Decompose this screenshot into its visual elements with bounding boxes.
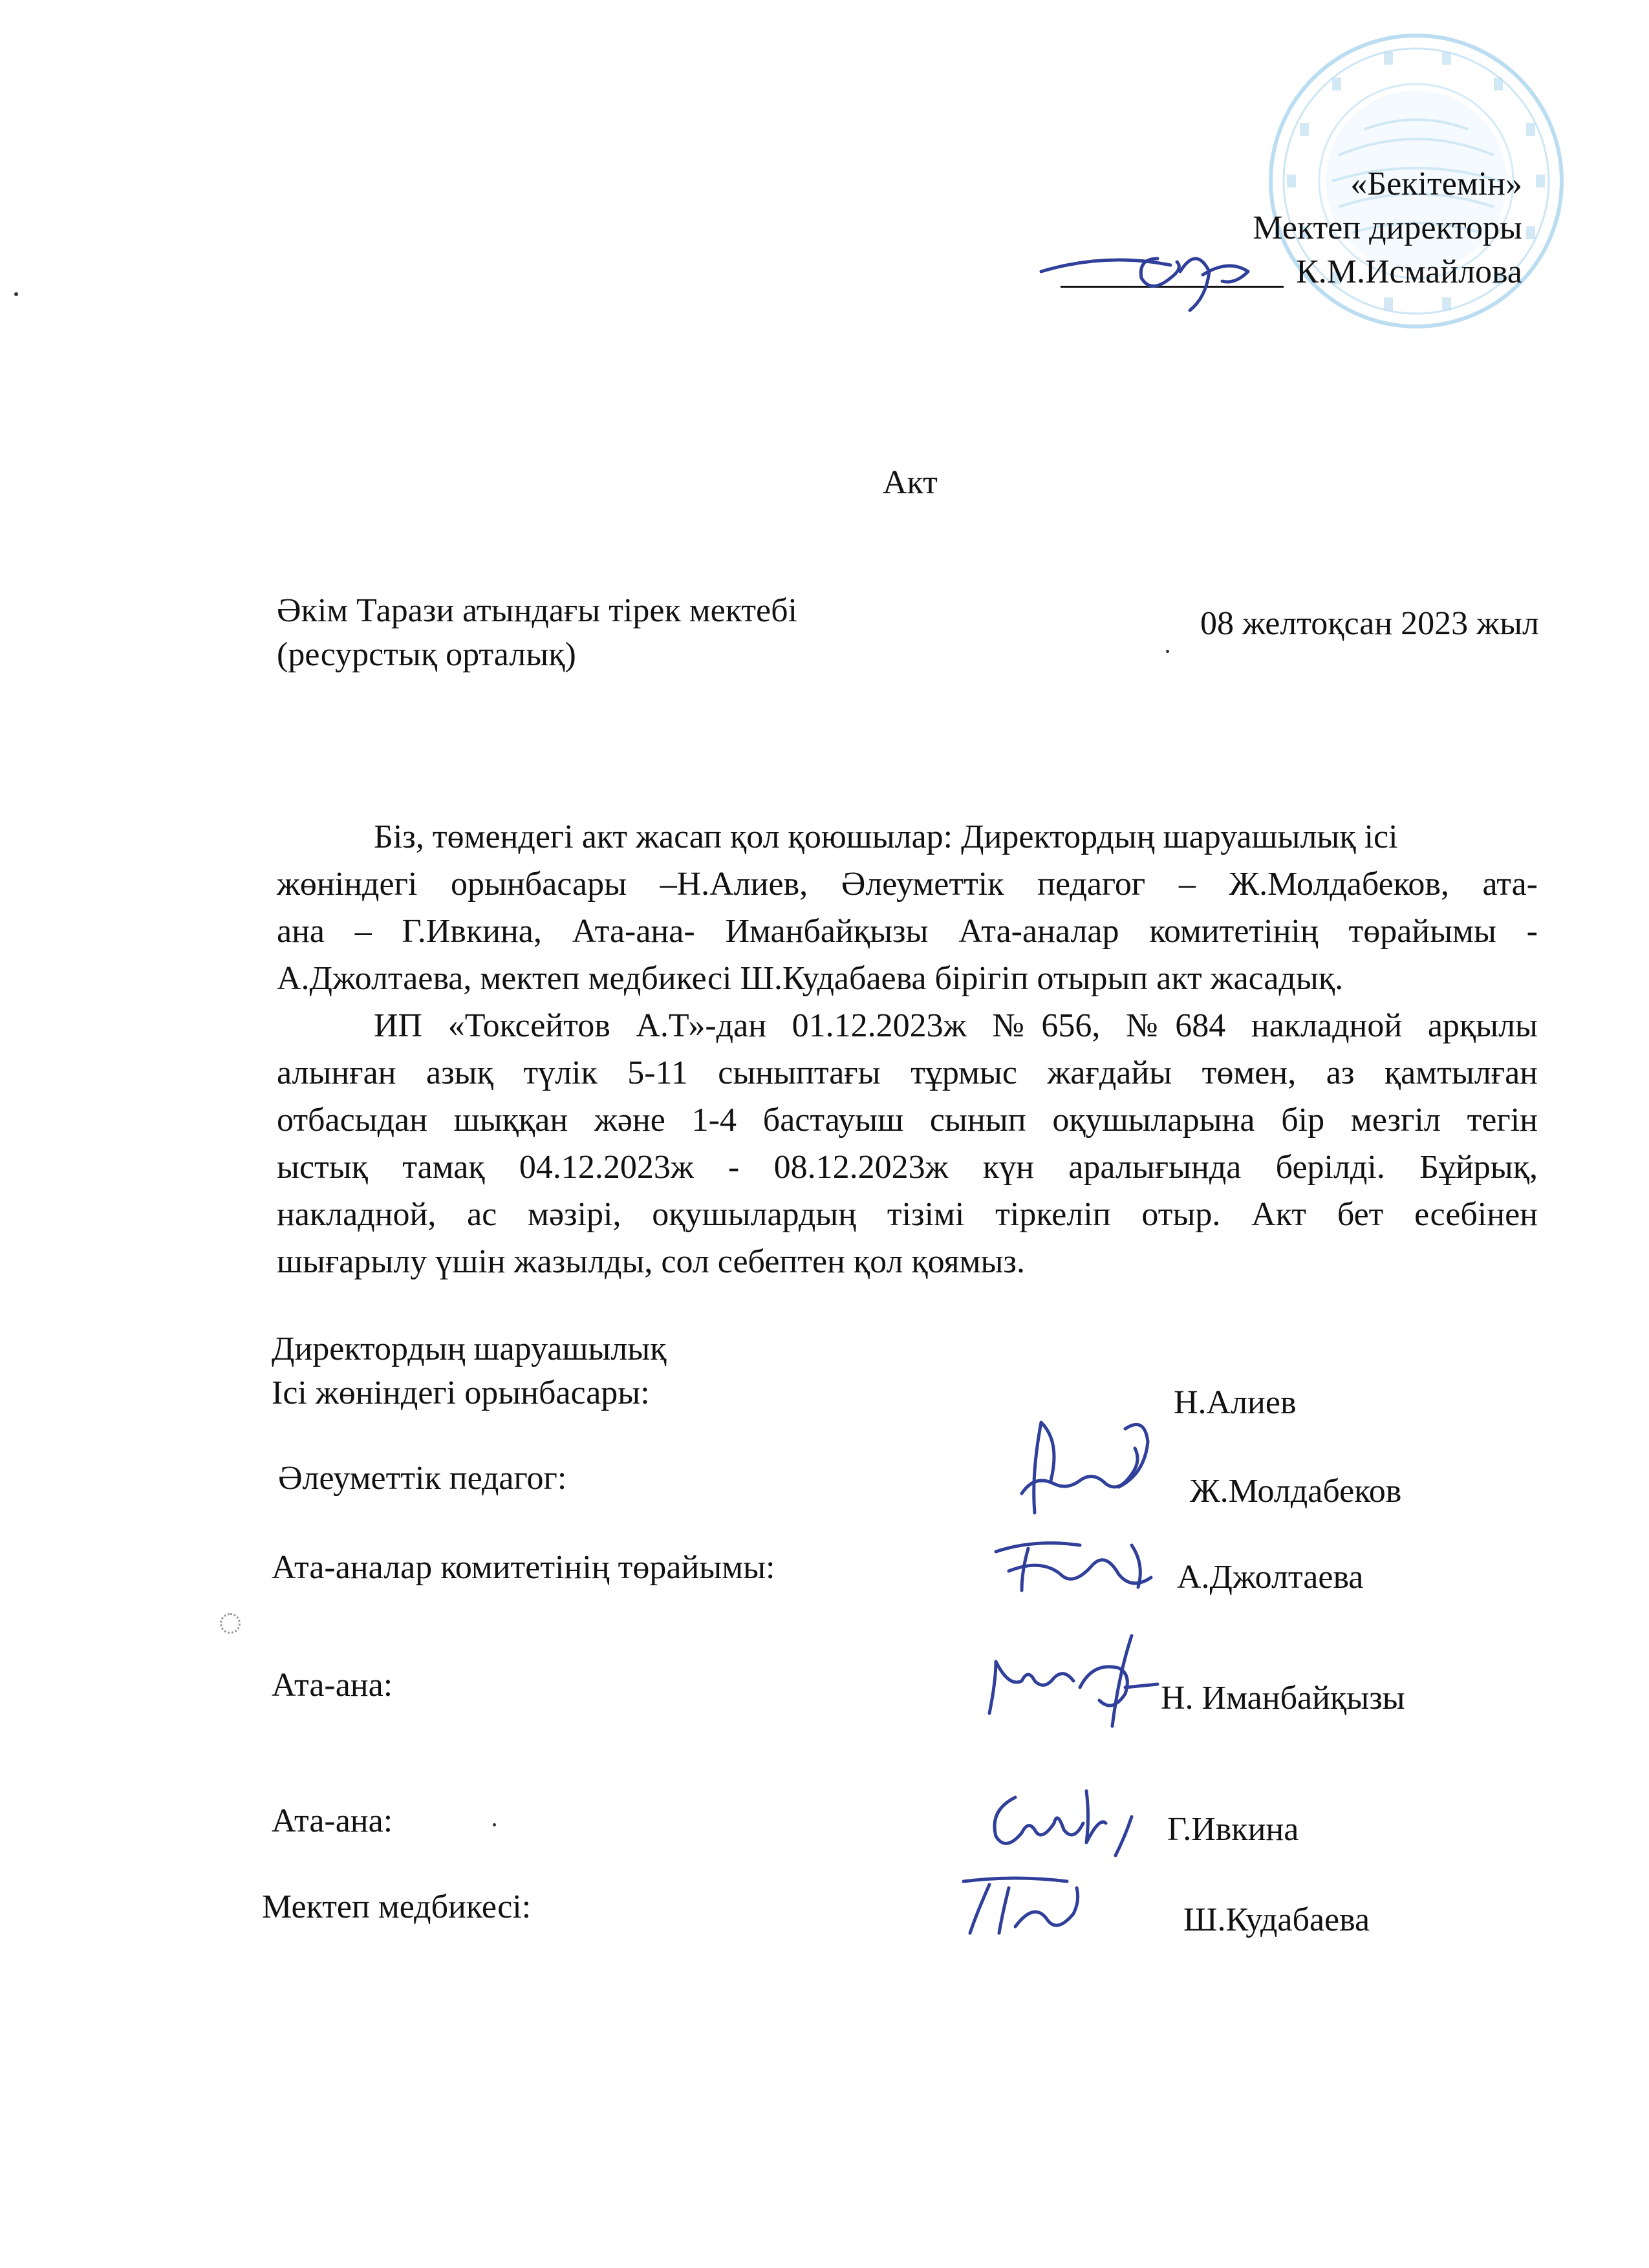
signatory-name: Ж.Молдабеков bbox=[1190, 1473, 1402, 1510]
signatory-name: Н.Алиев bbox=[1174, 1384, 1297, 1421]
body-line: накладной, ас мәзірі, оқушылардың тізімі тіркеліп отыр. Акт бет есебінен bbox=[277, 1196, 1538, 1233]
signature-ivkina bbox=[976, 1771, 1145, 1862]
signature-dzholtaeva bbox=[983, 1526, 1177, 1603]
signatory-name: Г.Ивкина bbox=[1167, 1811, 1299, 1848]
signatory-name: А.Джолтаева bbox=[1177, 1559, 1364, 1596]
body-paragraph-2 bbox=[277, 1002, 1538, 1285]
signatory-role: Ата-ана: bbox=[272, 1803, 393, 1839]
scan-mark bbox=[220, 1613, 241, 1634]
body-line: жөніндегі орынбасары –Н.Алиев, Әлеуметтік педагог – Ж.Молдабеков, ата- bbox=[277, 866, 1538, 903]
signatory-role: Ісі жөніндегі орынбасары: bbox=[272, 1375, 650, 1411]
organization-name: Әкім Тарази атындағы тірек мектебі bbox=[277, 592, 797, 629]
body-line: А.Джолтаева, мектеп медбикесі Ш.Кудабаева бірігіп отырып акт жасадық. bbox=[277, 960, 1344, 997]
signatory-name: Н. Иманбайқызы bbox=[1161, 1680, 1405, 1717]
scan-speck bbox=[1166, 650, 1169, 653]
signatory-role: Ата-аналар комитетінің төрайымы: bbox=[272, 1549, 775, 1586]
body-line: алынған азық түлік 5-11 сыныптағы тұрмыс жағдайы төмен, аз қамтылған bbox=[277, 1054, 1538, 1091]
body-line: ыстық тамақ 04.12.2023ж - 08.12.2023ж күн аралығында берілді. Бұйрық, bbox=[277, 1149, 1538, 1186]
organization-subtitle: (ресурстық орталық) bbox=[277, 636, 576, 673]
signature-imanbaikyzy bbox=[970, 1616, 1164, 1733]
signatory-role: Ата-ана: bbox=[272, 1667, 393, 1704]
signatory-name: Ш.Кудабаева bbox=[1183, 1901, 1370, 1938]
scan-speck bbox=[493, 1823, 496, 1826]
body-line: шығарылу үшін жазылды, сол себептен қол қоямыз. bbox=[277, 1243, 1025, 1280]
body-line: отбасыдан шыққан және 1-4 бастауыш сынып оқушыларына бір мезгіл тегін bbox=[277, 1102, 1538, 1139]
signatory-role: Мектеп медбикесі: bbox=[262, 1888, 532, 1925]
document-date: 08 желтоқсан 2023 жыл bbox=[1200, 605, 1539, 642]
approval-title: «Бекітемін» bbox=[1350, 166, 1522, 202]
signatory-role: Әлеуметтік педагог: bbox=[278, 1460, 567, 1497]
scan-speck bbox=[14, 292, 18, 296]
body-line: Біз, төмендегі акт жасап қол қоюшылар: Директордың шаруашылық ісі bbox=[374, 818, 1398, 855]
signature-moldabekov bbox=[996, 1403, 1177, 1532]
body-line: ИП «Токсейтов А.Т»-дан 01.12.2023ж №656, №684 накладной арқылы bbox=[374, 1007, 1538, 1044]
document-heading: Акт bbox=[883, 464, 938, 501]
body-paragraph-1 bbox=[277, 813, 1538, 1002]
approval-name: К.М.Исмайлова bbox=[1296, 253, 1522, 290]
signatory-role: Директордың шаруашылық bbox=[272, 1331, 667, 1367]
signature-kudabaeva bbox=[938, 1862, 1106, 1946]
director-signature bbox=[1028, 233, 1287, 317]
body-line: ана – Г.Ивкина, Ата-ана- Иманбайқызы Ата-аналар комитетінің төрайымы - bbox=[277, 913, 1538, 950]
approval-role: Мектеп директоры bbox=[1253, 209, 1522, 246]
